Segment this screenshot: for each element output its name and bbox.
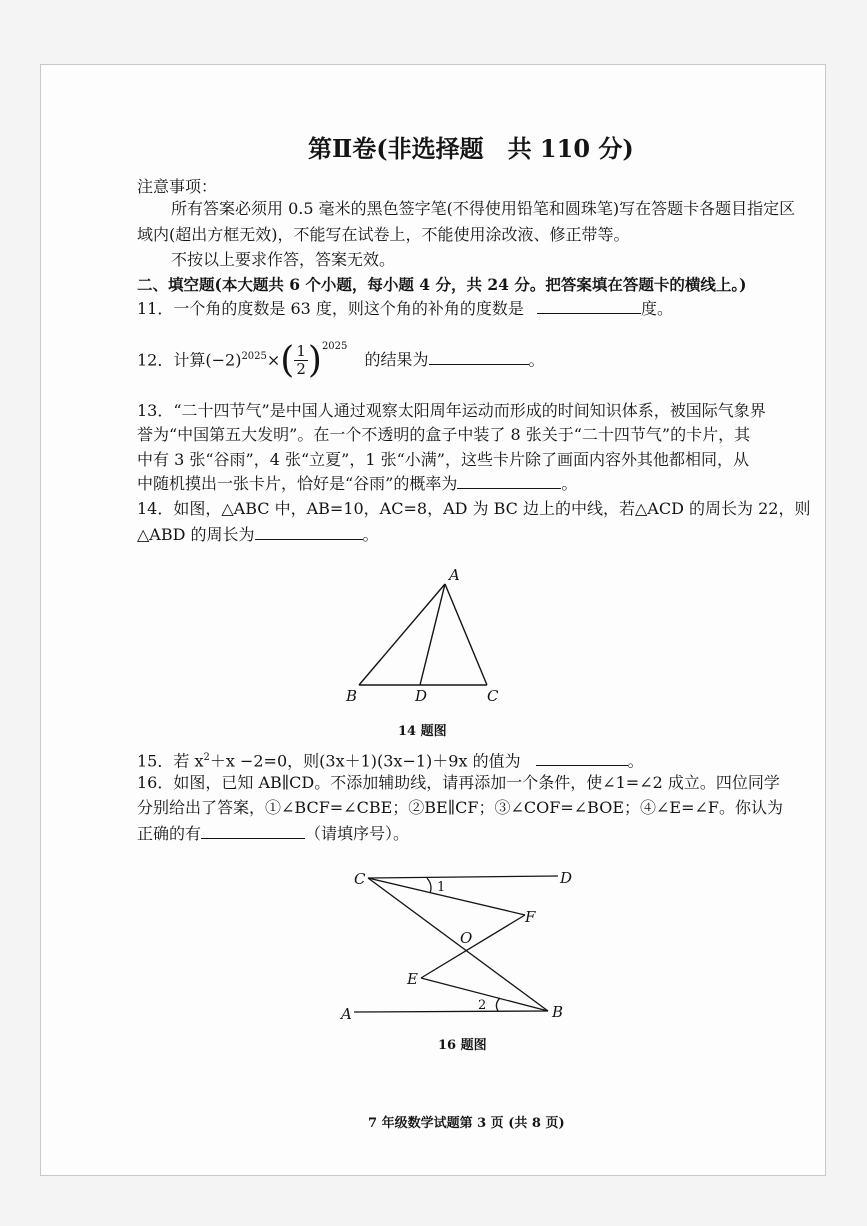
line-ab [354,1011,548,1012]
section-2-heading: 二、填空题(本大题共 6 个小题，每小题 4 分，共 24 分。把答案填在答题卡的横线上。) [137,275,747,294]
q13-line-1: 13．“二十四节气”是中国人通过观察太阳周年运动而形成的时间知识体系，被国际气象界 [137,401,766,420]
q12-end: 。 [528,350,545,370]
segment-ac [445,584,487,685]
notice-heading: 注意事项： [137,177,218,196]
q16-parallel-lines-figure [330,860,590,1030]
q14-answer-blank [255,524,363,540]
q12-exponent-2: 2025 [321,341,348,352]
segment-fe [421,915,525,978]
q14-figure-caption: 14 题图 [398,724,447,739]
q14-line-2 [137,524,379,546]
q16-figure-caption: 16 题图 [438,1038,487,1053]
q12-times: × [266,350,281,370]
question-12: 12．计算$(-2)^{2025}\times$( $\frac{1}{2}$ )$^{2025}$ 的结果为 。 [137,339,545,381]
label-a: A [341,1005,352,1023]
q15-end: 。 [627,751,644,771]
angle-1-label: 1 [437,880,446,895]
q16-answer-blank [201,823,305,839]
q14-end: 。 [362,525,379,544]
q14-triangle-figure [330,562,510,707]
q16-line-2: 分别给出了答案，①∠BCF=∠CBE；②BE∥CF；③∠COF=∠BOE；④∠E=∠F。你认为 [137,798,784,817]
q16-line-1: 16．如图，已知 AB∥CD。不添加辅助线，请再添加一个条件，使∠1=∠2 成立。四位同学 [137,773,780,792]
label-b: B [552,1003,564,1021]
q12-suffix: 的结果为 [364,350,429,370]
q11-answer-blank [537,298,641,314]
q13-text: 中随机摸出一张卡片，恰好是“谷雨”的概率为 [137,474,458,493]
q13-line-2: 誉为“中国第五大发明”。在一个不透明的盒子中装了 8 张关于“二十四节气”的卡片，其 [137,425,751,444]
notice-line-2: 域内(超出方框无效)，不能写在试卷上，不能使用涂改液、修正带等。 [137,225,630,244]
q15-rest: ＋x −2=0，则(3x＋1)(3x−1)＋9x 的值为 [209,751,521,771]
q13-line-3: 中有 3 张“谷雨”，4 张“立夏”，1 张“小满”，这些卡片除了画面内容外其他都相同，从 [137,450,749,469]
page-footer: 7 年级数学试题第 3 页 (共 8 页) [368,1116,565,1131]
label-f: F [525,908,536,926]
q12-numerator: 1 [296,342,306,361]
label-d: D [415,687,428,705]
q15-answer-blank [536,750,628,766]
line-cd [368,876,558,878]
segment-cb [368,878,548,1011]
q15-prefix: 15．若 x [137,751,204,771]
q11-text: 11．一个角的度数是 63 度，则这个角的补角的度数是 [137,299,524,318]
label-e: E [407,970,418,988]
q12-prefix: 12．计算(−2) [137,350,242,370]
angle-2-arc [496,998,500,1011]
q14-text: △ABD 的周长为 [137,525,255,544]
label-a: A [449,566,460,584]
q13-line-4 [137,473,577,495]
q13-end: 。 [561,474,578,493]
q16-end: （请填序号）。 [305,824,410,843]
section-title: 第Ⅱ卷(非选择题 共 110 分) [308,134,634,163]
q11-unit: 度。 [641,299,674,318]
question-11 [137,298,673,320]
q12-fraction [294,343,308,378]
angle-1-arc [427,878,431,893]
segment-cf [368,878,525,915]
notice-line-3: 不按以上要求作答，答案无效。 [171,250,396,269]
label-d: D [560,869,573,887]
label-c: C [354,870,366,888]
notice-line-1: 所有答案必须用 0.5 毫米的黑色签字笔(不得使用铅笔和圆珠笔)写在答题卡各题目指定区 [171,199,796,218]
q16-text: 正确的有 [137,824,202,843]
label-b: B [346,687,358,705]
label-o: O [460,929,473,947]
label-c: C [487,687,499,705]
q12-denominator: 2 [296,360,306,379]
q13-answer-blank [457,473,561,489]
angle-2-label: 2 [478,998,487,1013]
q14-line-1: 14．如图，△ABC 中，AB=10，AC=8，AD 为 BC 边上的中线，若△ACD 的周长为 22，则 [137,499,811,518]
q12-exponent-1: 2025 [241,351,267,362]
q15-exponent: 2 [203,752,210,763]
q12-answer-blank [429,349,529,365]
question-15 [137,747,644,772]
q16-line-3 [137,823,409,845]
